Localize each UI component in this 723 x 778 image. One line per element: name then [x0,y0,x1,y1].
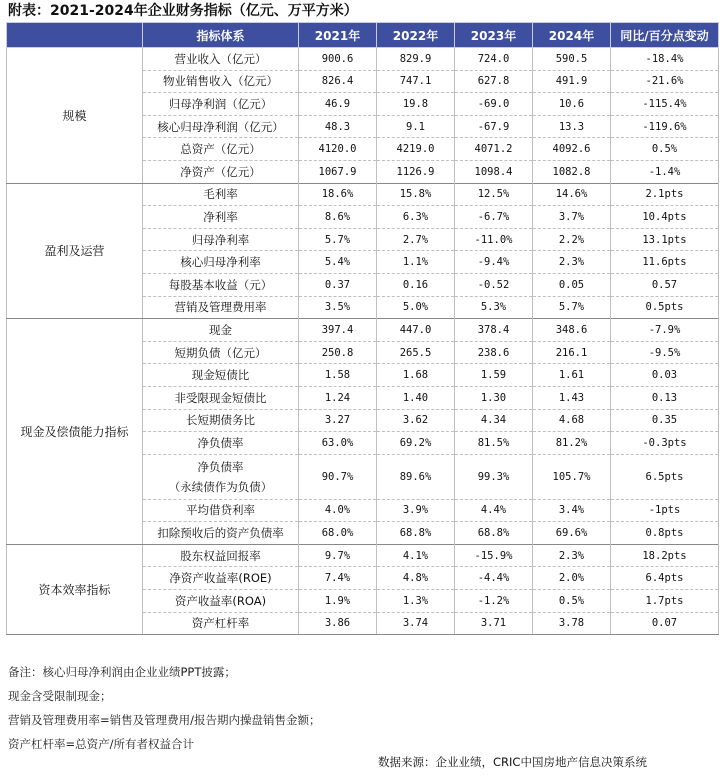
change-cell: 0.07 [611,612,719,635]
value-cell: 3.78 [533,612,611,635]
category-cell: 规模 [7,48,143,184]
change-cell: -7.9% [611,319,719,342]
value-cell: -9.4% [455,251,533,274]
metric-cell: 现金短债比 [143,364,299,387]
note-line: 现金含受限制现金； [8,689,112,703]
value-cell: 238.6 [455,341,533,364]
value-cell: 6.3% [377,206,455,229]
value-cell: 0.16 [377,273,455,296]
value-cell: -69.0 [455,93,533,116]
value-cell: 1.40 [377,386,455,409]
table-row [7,319,719,342]
header-2024: 2024年 [533,23,611,48]
value-cell: 46.9 [299,93,377,116]
metric-cell: 平均借贷利率 [143,499,299,522]
value-cell: 19.8 [377,93,455,116]
metric-cell: 净资产收益率(ROE) [143,567,299,590]
value-cell: 14.6% [533,183,611,206]
value-cell: 348.6 [533,319,611,342]
metric-cell: 净利率 [143,206,299,229]
change-cell: -18.4% [611,48,719,71]
value-cell: 48.3 [299,115,377,138]
change-cell: 1.7pts [611,590,719,613]
value-cell: 3.7% [533,206,611,229]
change-cell: -1.4% [611,160,719,183]
change-cell: 0.5% [611,138,719,161]
change-cell: -0.3pts [611,432,719,455]
change-cell: -119.6% [611,115,719,138]
value-cell: 4.4% [455,499,533,522]
metric-cell: 现金 [143,319,299,342]
value-cell: 90.7% [299,454,377,499]
value-cell: 0.05 [533,273,611,296]
metric-cell: 归母净利率 [143,228,299,251]
value-cell: 81.2% [533,432,611,455]
value-cell: 2.2% [533,228,611,251]
value-cell: 1126.9 [377,160,455,183]
value-cell: 378.4 [455,319,533,342]
value-cell: -15.9% [455,544,533,567]
table-row [7,48,719,71]
metric-cell: 核心归母净利润（亿元） [143,115,299,138]
change-cell: 0.5pts [611,296,719,319]
metric-cell: 每股基本收益（元） [143,273,299,296]
category-cell: 盈利及运营 [7,183,143,319]
value-cell: 89.6% [377,454,455,499]
value-cell: 4219.0 [377,138,455,161]
value-cell: 5.7% [533,296,611,319]
value-cell: 627.8 [455,70,533,93]
value-cell: 10.6 [533,93,611,116]
value-cell: 447.0 [377,319,455,342]
note-line: 资产杠杆率=总资产/所有者权益合计 [8,737,195,751]
change-cell: 0.35 [611,409,719,432]
value-cell: 7.4% [299,567,377,590]
metric-cell: 净资产（亿元） [143,160,299,183]
value-cell: 1098.4 [455,160,533,183]
value-cell: 63.0% [299,432,377,455]
value-cell: 1.68 [377,364,455,387]
value-cell: 1.59 [455,364,533,387]
header-2021: 2021年 [299,23,377,48]
metric-cell: 核心归母净利率 [143,251,299,274]
value-cell: 0.5% [533,590,611,613]
category-cell: 资本效率指标 [7,544,143,634]
metric-cell: 总资产（亿元） [143,138,299,161]
metric-cell: 营业收入（亿元） [143,48,299,71]
value-cell: -11.0% [455,228,533,251]
change-cell: -115.4% [611,93,719,116]
metric-cell: 物业销售收入（亿元） [143,70,299,93]
value-cell: 81.5% [455,432,533,455]
value-cell: 4.8% [377,567,455,590]
header-2022: 2022年 [377,23,455,48]
value-cell: 1.61 [533,364,611,387]
change-cell: 18.2pts [611,544,719,567]
table-row [7,544,719,567]
value-cell: 2.3% [533,251,611,274]
metric-cell: 营销及管理费用率 [143,296,299,319]
note-line: 备注：核心归母净利润由企业业绩PPT披露； [8,665,236,679]
value-cell: -6.7% [455,206,533,229]
table-body [7,48,719,635]
metric-cell: 长短期债务比 [143,409,299,432]
financial-indicators-table [6,22,719,635]
value-cell: 3.5% [299,296,377,319]
value-cell: 18.6% [299,183,377,206]
value-cell: 69.6% [533,522,611,545]
value-cell: 724.0 [455,48,533,71]
value-cell: 9.7% [299,544,377,567]
value-cell: 3.74 [377,612,455,635]
change-cell: -21.6% [611,70,719,93]
metric-cell: 非受限现金短债比 [143,386,299,409]
change-cell: 0.57 [611,273,719,296]
metric-cell: 归母净利润（亿元） [143,93,299,116]
value-cell: -0.52 [455,273,533,296]
value-cell: 68.8% [377,522,455,545]
value-cell: 4071.2 [455,138,533,161]
value-cell: 69.2% [377,432,455,455]
notes [8,660,321,756]
change-cell: 0.03 [611,364,719,387]
value-cell: 0.37 [299,273,377,296]
header-2023: 2023年 [455,23,533,48]
change-cell: 6.5pts [611,454,719,499]
value-cell: 1.9% [299,590,377,613]
value-cell: 5.4% [299,251,377,274]
note-line: 营销及管理费用率=销售及管理费用/报告期内操盘销售金额； [8,713,321,727]
value-cell: 2.3% [533,544,611,567]
value-cell: 826.4 [299,70,377,93]
metric-cell: 资产收益率(ROA) [143,590,299,613]
metric-cell [143,454,299,499]
value-cell: 397.4 [299,319,377,342]
header-empty [7,23,143,48]
value-cell: 590.5 [533,48,611,71]
value-cell: 5.7% [299,228,377,251]
metric-cell: 净负债率 [143,432,299,455]
value-cell: 250.8 [299,341,377,364]
value-cell: 9.1 [377,115,455,138]
value-cell: 68.0% [299,522,377,545]
value-cell: 4.1% [377,544,455,567]
value-cell: 3.62 [377,409,455,432]
value-cell: -67.9 [455,115,533,138]
value-cell: 216.1 [533,341,611,364]
value-cell: 491.9 [533,70,611,93]
value-cell: 99.3% [455,454,533,499]
value-cell: 2.7% [377,228,455,251]
value-cell: 3.86 [299,612,377,635]
value-cell: 4.68 [533,409,611,432]
header-indicator-system: 指标体系 [143,23,299,48]
table-row [7,183,719,206]
value-cell: 747.1 [377,70,455,93]
value-cell: 3.9% [377,499,455,522]
change-cell: 0.8pts [611,522,719,545]
value-cell: 3.4% [533,499,611,522]
metric-label: 净负债率 [197,459,244,474]
value-cell: 1.3% [377,590,455,613]
value-cell: 1.24 [299,386,377,409]
data-source: 数据来源：企业业绩，CRIC中国房地产信息决策系统 [378,755,647,769]
value-cell: 105.7% [533,454,611,499]
table-header-row [7,23,719,48]
change-cell: 10.4pts [611,206,719,229]
change-cell: 11.6pts [611,251,719,274]
value-cell: 265.5 [377,341,455,364]
value-cell: 829.9 [377,48,455,71]
value-cell: 5.3% [455,296,533,319]
value-cell: 12.5% [455,183,533,206]
value-cell: 4.0% [299,499,377,522]
metric-cell: 扣除预收后的资产负债率 [143,522,299,545]
value-cell: 3.71 [455,612,533,635]
value-cell: 5.0% [377,296,455,319]
value-cell: 3.27 [299,409,377,432]
value-cell: 2.0% [533,567,611,590]
value-cell: 1.1% [377,251,455,274]
value-cell: 4.34 [455,409,533,432]
change-cell: 2.1pts [611,183,719,206]
page-title: 附表：2021-2024年企业财务指标（亿元、万平方米） [8,3,358,19]
value-cell: 1082.8 [533,160,611,183]
change-cell: -1pts [611,499,719,522]
metric-cell: 资产杠杆率 [143,612,299,635]
value-cell: 4092.6 [533,138,611,161]
value-cell: 1067.9 [299,160,377,183]
change-cell: 6.4pts [611,567,719,590]
value-cell: 68.8% [455,522,533,545]
value-cell: 4120.0 [299,138,377,161]
value-cell: 15.8% [377,183,455,206]
value-cell: 1.43 [533,386,611,409]
value-cell: -1.2% [455,590,533,613]
metric-cell: 股东权益回报率 [143,544,299,567]
change-cell: 0.13 [611,386,719,409]
value-cell: 1.30 [455,386,533,409]
value-cell: -4.4% [455,567,533,590]
metric-cell: 毛利率 [143,183,299,206]
header-yoy-change: 同比/百分点变动 [611,23,719,48]
metric-cell: 短期负债（亿元） [143,341,299,364]
change-cell: -9.5% [611,341,719,364]
category-cell: 现金及偿债能力指标 [7,319,143,545]
value-cell: 900.6 [299,48,377,71]
value-cell: 1.58 [299,364,377,387]
value-cell: 8.6% [299,206,377,229]
metric-label-note: （永续债作为负债） [168,479,273,494]
value-cell: 13.3 [533,115,611,138]
change-cell: 13.1pts [611,228,719,251]
